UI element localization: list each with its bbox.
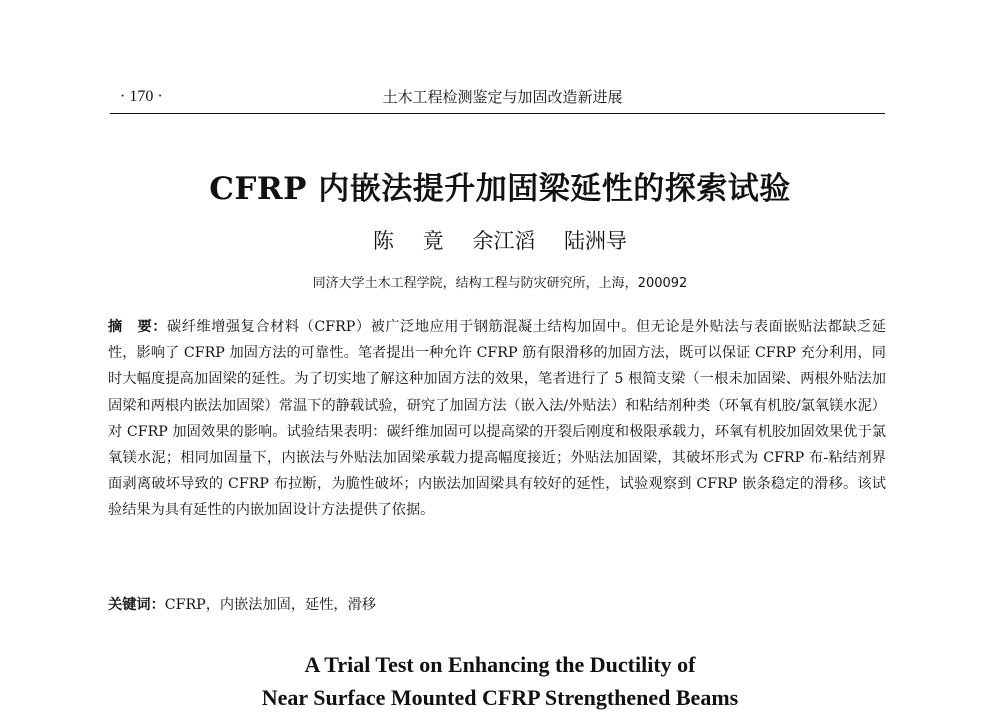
paper-affiliation: 同济大学土木工程学院，结构工程与防灾研究所，上海，200092 — [312, 276, 688, 291]
keywords-label: 关键词： — [108, 597, 165, 613]
paper-title: CFRP 内嵌法提升加固梁延性的探索试验 — [209, 171, 791, 207]
abstract — [108, 314, 886, 524]
page-number: · 170 · — [120, 88, 163, 105]
abstract-text: 碳纤维增强复合材料（CFRP）被广泛地应用于钢筋混凝土结构加固中。但无论是外贴法与表面嵌贴法都缺乏延性，影响了 CFRP 加固方法的可靠性。笔者提出一种允许 CFRP 筋有限滑移的加固方法，既可以保证 CFRP 充分利用，同时大幅度提高加固梁的延性。为了切实地了解这种加固方法的效果，笔者进行了 5 根简支梁（一根未加固梁、两根外贴法加固梁和两根内嵌法加固梁）常温下的静载试验，研究了加固方法（嵌入法/外贴法）和粘结剂种类（环氧有机胶/氯氧镁水泥）对 CFRP 加固效果的影响。试验结果表明：碳纤维加固可以提高梁的开裂后刚度和极限承载力，环氧有机胶加固效果优于氯氧镁水泥；相同加固量下，内嵌法与外贴法加固梁承载力提高幅度接近；外贴法加固梁，其破坏形式为 CFRP 布-粘结剂界面剥离破坏导致的 CFRP 布拉断，为脆性破坏；内嵌法加固梁具有较好的延性，试验观察到 CFRP 嵌条稳定的滑移。该试验结果为具有延性的内嵌加固设计方法提供了依据。 — [108, 319, 886, 519]
paper-authors: 陈 竟 余江滔 陆洲导 — [372, 229, 628, 253]
running-header — [110, 84, 895, 110]
english-title-line-1: A Trial Test on Enhancing the Ductility of — [304, 652, 696, 677]
english-title-line-2: Near Surface Mounted CFRP Strengthened Beams — [261, 685, 739, 710]
header-rule — [110, 113, 885, 114]
keywords-text: CFRP，内嵌法加固，延性，滑移 — [164, 597, 376, 613]
abstract-label: 摘 要： — [108, 319, 167, 335]
keywords — [108, 594, 886, 616]
journal-title: 土木工程检测鉴定与加固改造新进展 — [382, 88, 623, 106]
